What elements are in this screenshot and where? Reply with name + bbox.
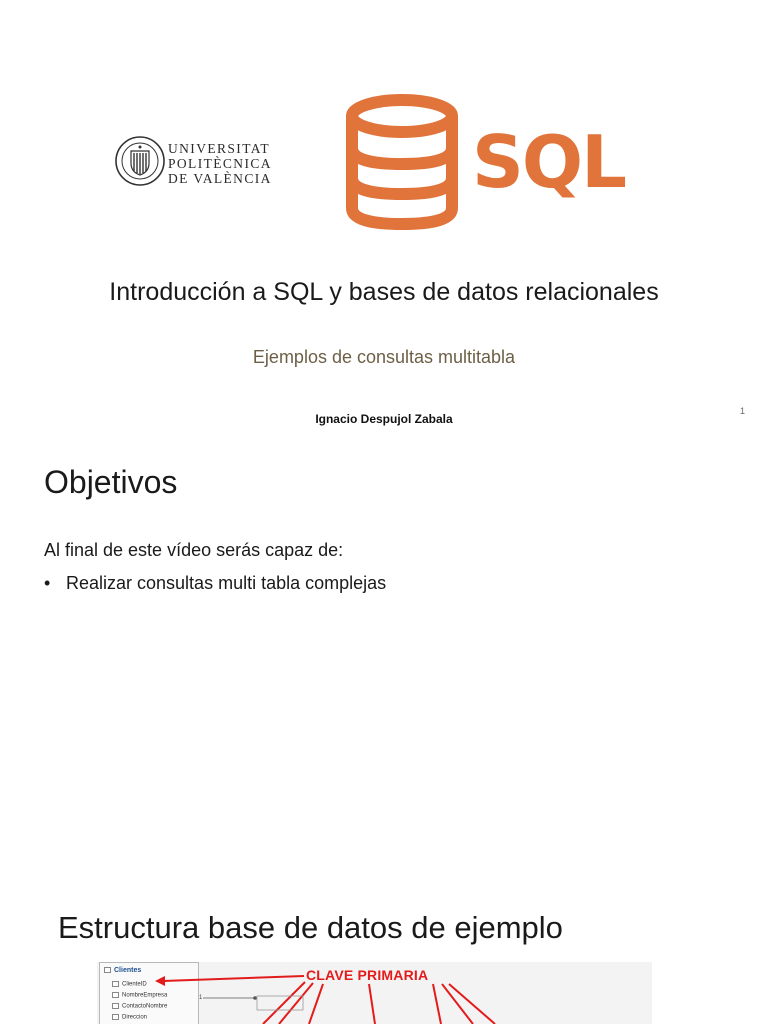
upv-logo: [114, 135, 274, 191]
database-diagram: [97, 962, 652, 1024]
table-name: Clientes: [114, 967, 142, 974]
slide-title: Estructura base de datos de ejemplo: [58, 910, 563, 945]
table-field: NombreEmpresa: [112, 992, 167, 999]
institution-line: UNIVERSITAT: [168, 141, 271, 156]
slide-title: Introducción a SQL y bases de datos relacionales: [109, 278, 659, 306]
structure-slide: [0, 880, 768, 1024]
database-cylinder-icon: [344, 92, 460, 232]
primary-key-annotation: CLAVE PRIMARIA: [306, 967, 429, 983]
intro-text: Al final de este vídeo serás capaz de:: [44, 540, 344, 560]
slide-subtitle: Ejemplos de consultas multitabla: [252, 347, 516, 367]
table-field: ContactoNombre: [112, 1003, 167, 1010]
objectives-slide: [0, 440, 768, 880]
institution-line: POLITÈCNICA: [168, 156, 272, 171]
institution-name: [168, 141, 272, 186]
sql-logo-text: SQL: [472, 120, 625, 204]
title-slide: [0, 0, 768, 440]
upv-seal-icon: [114, 135, 166, 187]
relation-label: 1: [199, 995, 203, 1001]
table-field: Direccion: [112, 1014, 147, 1021]
author-name: Ignacio Despujol Zabala: [315, 412, 453, 426]
table-field: ClienteID: [112, 981, 147, 988]
bullet-icon: •: [44, 573, 51, 593]
slide-title: Objetivos: [44, 464, 178, 500]
institution-line: DE VALÈNCIA: [168, 171, 272, 186]
page-number: 1: [740, 406, 746, 416]
list-item: [44, 573, 386, 594]
bullet-text: Realizar consultas multi tabla complejas: [66, 573, 387, 593]
